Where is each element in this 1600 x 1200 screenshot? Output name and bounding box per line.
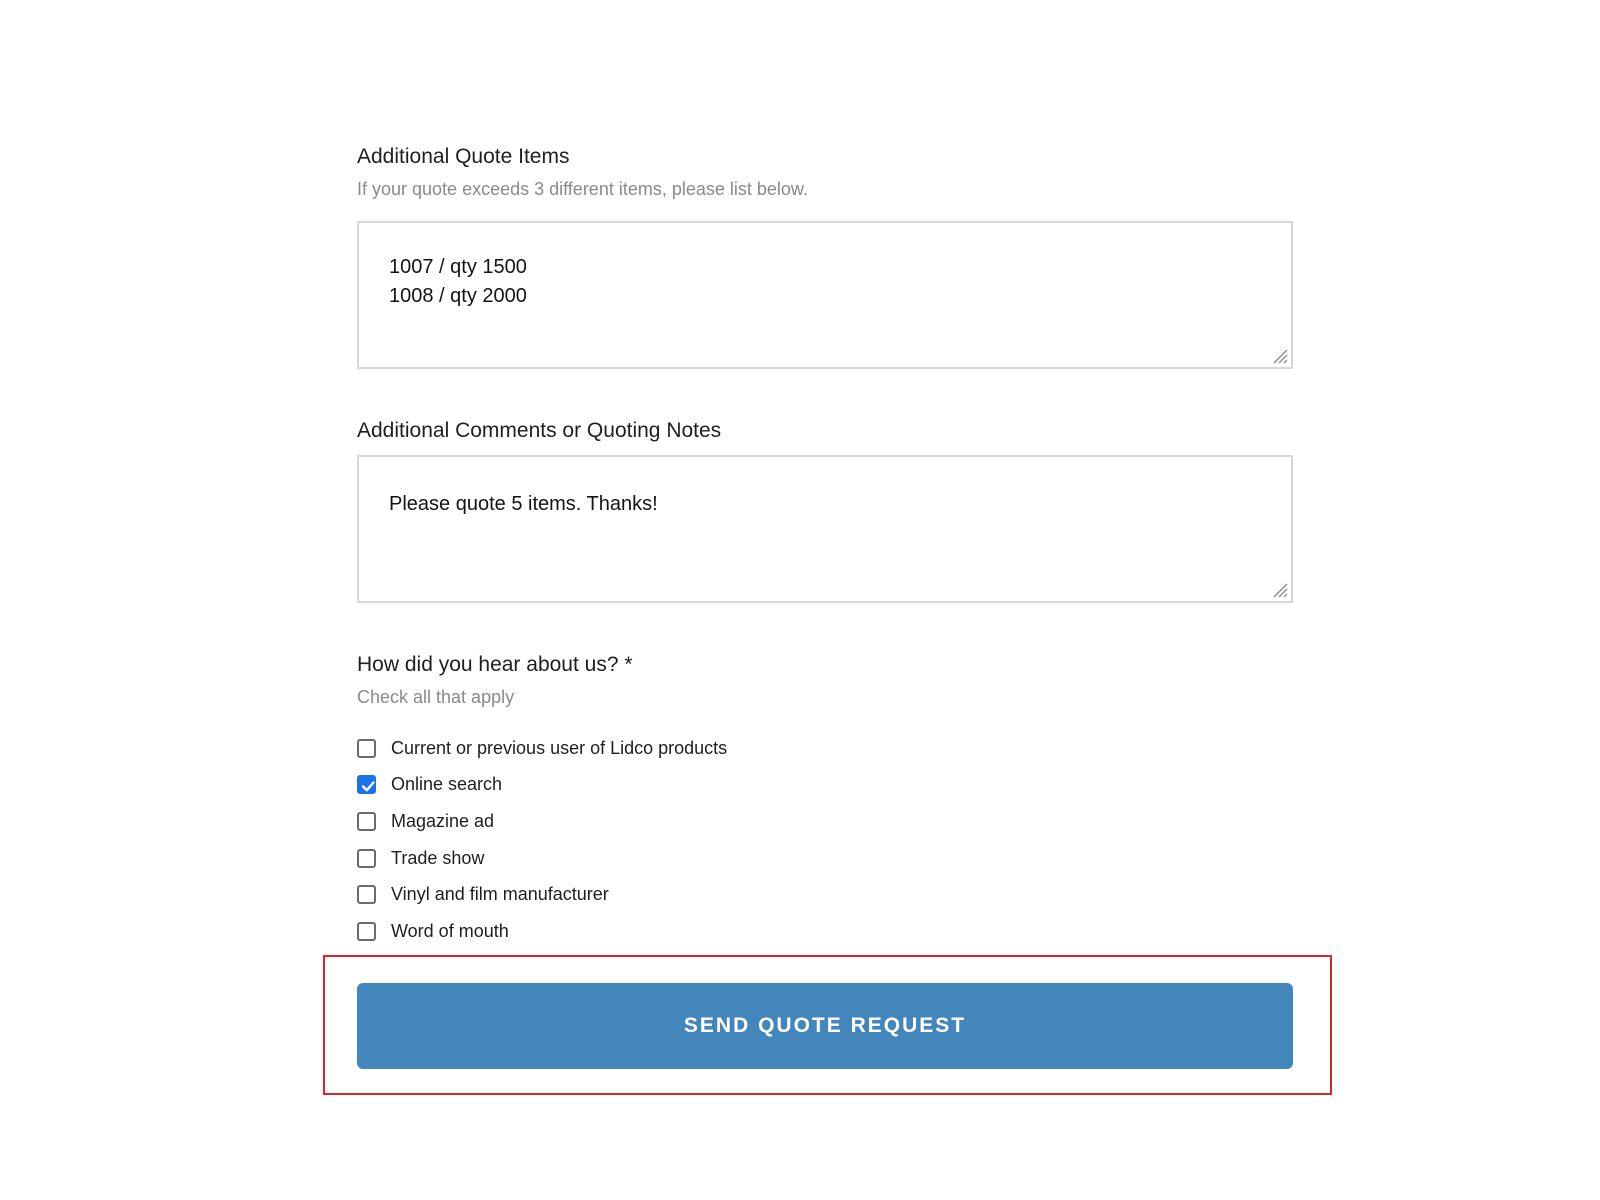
referral-option[interactable] xyxy=(357,730,727,767)
referral-question-hint: Check all that apply xyxy=(357,687,515,707)
checkbox-unchecked[interactable] xyxy=(357,922,376,941)
resize-grip-icon[interactable] xyxy=(1270,580,1288,598)
referral-option-label: Vinyl and film manufacturer xyxy=(391,884,609,905)
referral-option[interactable] xyxy=(357,840,727,877)
referral-option-label: Magazine ad xyxy=(391,810,495,831)
referral-option[interactable] xyxy=(357,767,727,804)
checkmark-icon xyxy=(359,777,378,796)
additional-quote-items-title: Additional Quote Items xyxy=(357,145,570,168)
additional-comments-textarea[interactable] xyxy=(357,455,1293,603)
checkbox-checked[interactable] xyxy=(357,775,376,794)
additional-quote-items-value: 1007 / qty 1500 1008 / qty 2000 xyxy=(389,256,527,307)
referral-option-label: Trade show xyxy=(391,847,485,868)
checkbox-unchecked[interactable] xyxy=(357,812,376,831)
referral-option-label: Word of mouth xyxy=(391,920,509,941)
referral-option-label: Current or previous user of Lidco products xyxy=(391,737,728,758)
additional-quote-items-textarea[interactable] xyxy=(357,221,1293,369)
referral-checklist xyxy=(357,730,727,950)
referral-option[interactable] xyxy=(357,913,727,950)
checkbox-unchecked[interactable] xyxy=(357,885,376,904)
additional-quote-items-hint: If your quote exceeds 3 different items, please list below. xyxy=(357,179,808,199)
additional-comments-value: Please quote 5 items. Thanks! xyxy=(389,493,658,515)
additional-comments-title: Additional Comments or Quoting Notes xyxy=(357,419,722,442)
referral-option[interactable] xyxy=(357,876,727,913)
referral-question-title: How did you hear about us? * xyxy=(357,653,633,676)
checkbox-unchecked[interactable] xyxy=(357,739,376,758)
checkbox-unchecked[interactable] xyxy=(357,849,376,868)
send-quote-request-button[interactable]: SEND QUOTE REQUEST xyxy=(357,983,1293,1069)
referral-option-label: Online search xyxy=(391,774,503,795)
resize-grip-icon[interactable] xyxy=(1270,346,1288,364)
referral-option[interactable] xyxy=(357,803,727,840)
